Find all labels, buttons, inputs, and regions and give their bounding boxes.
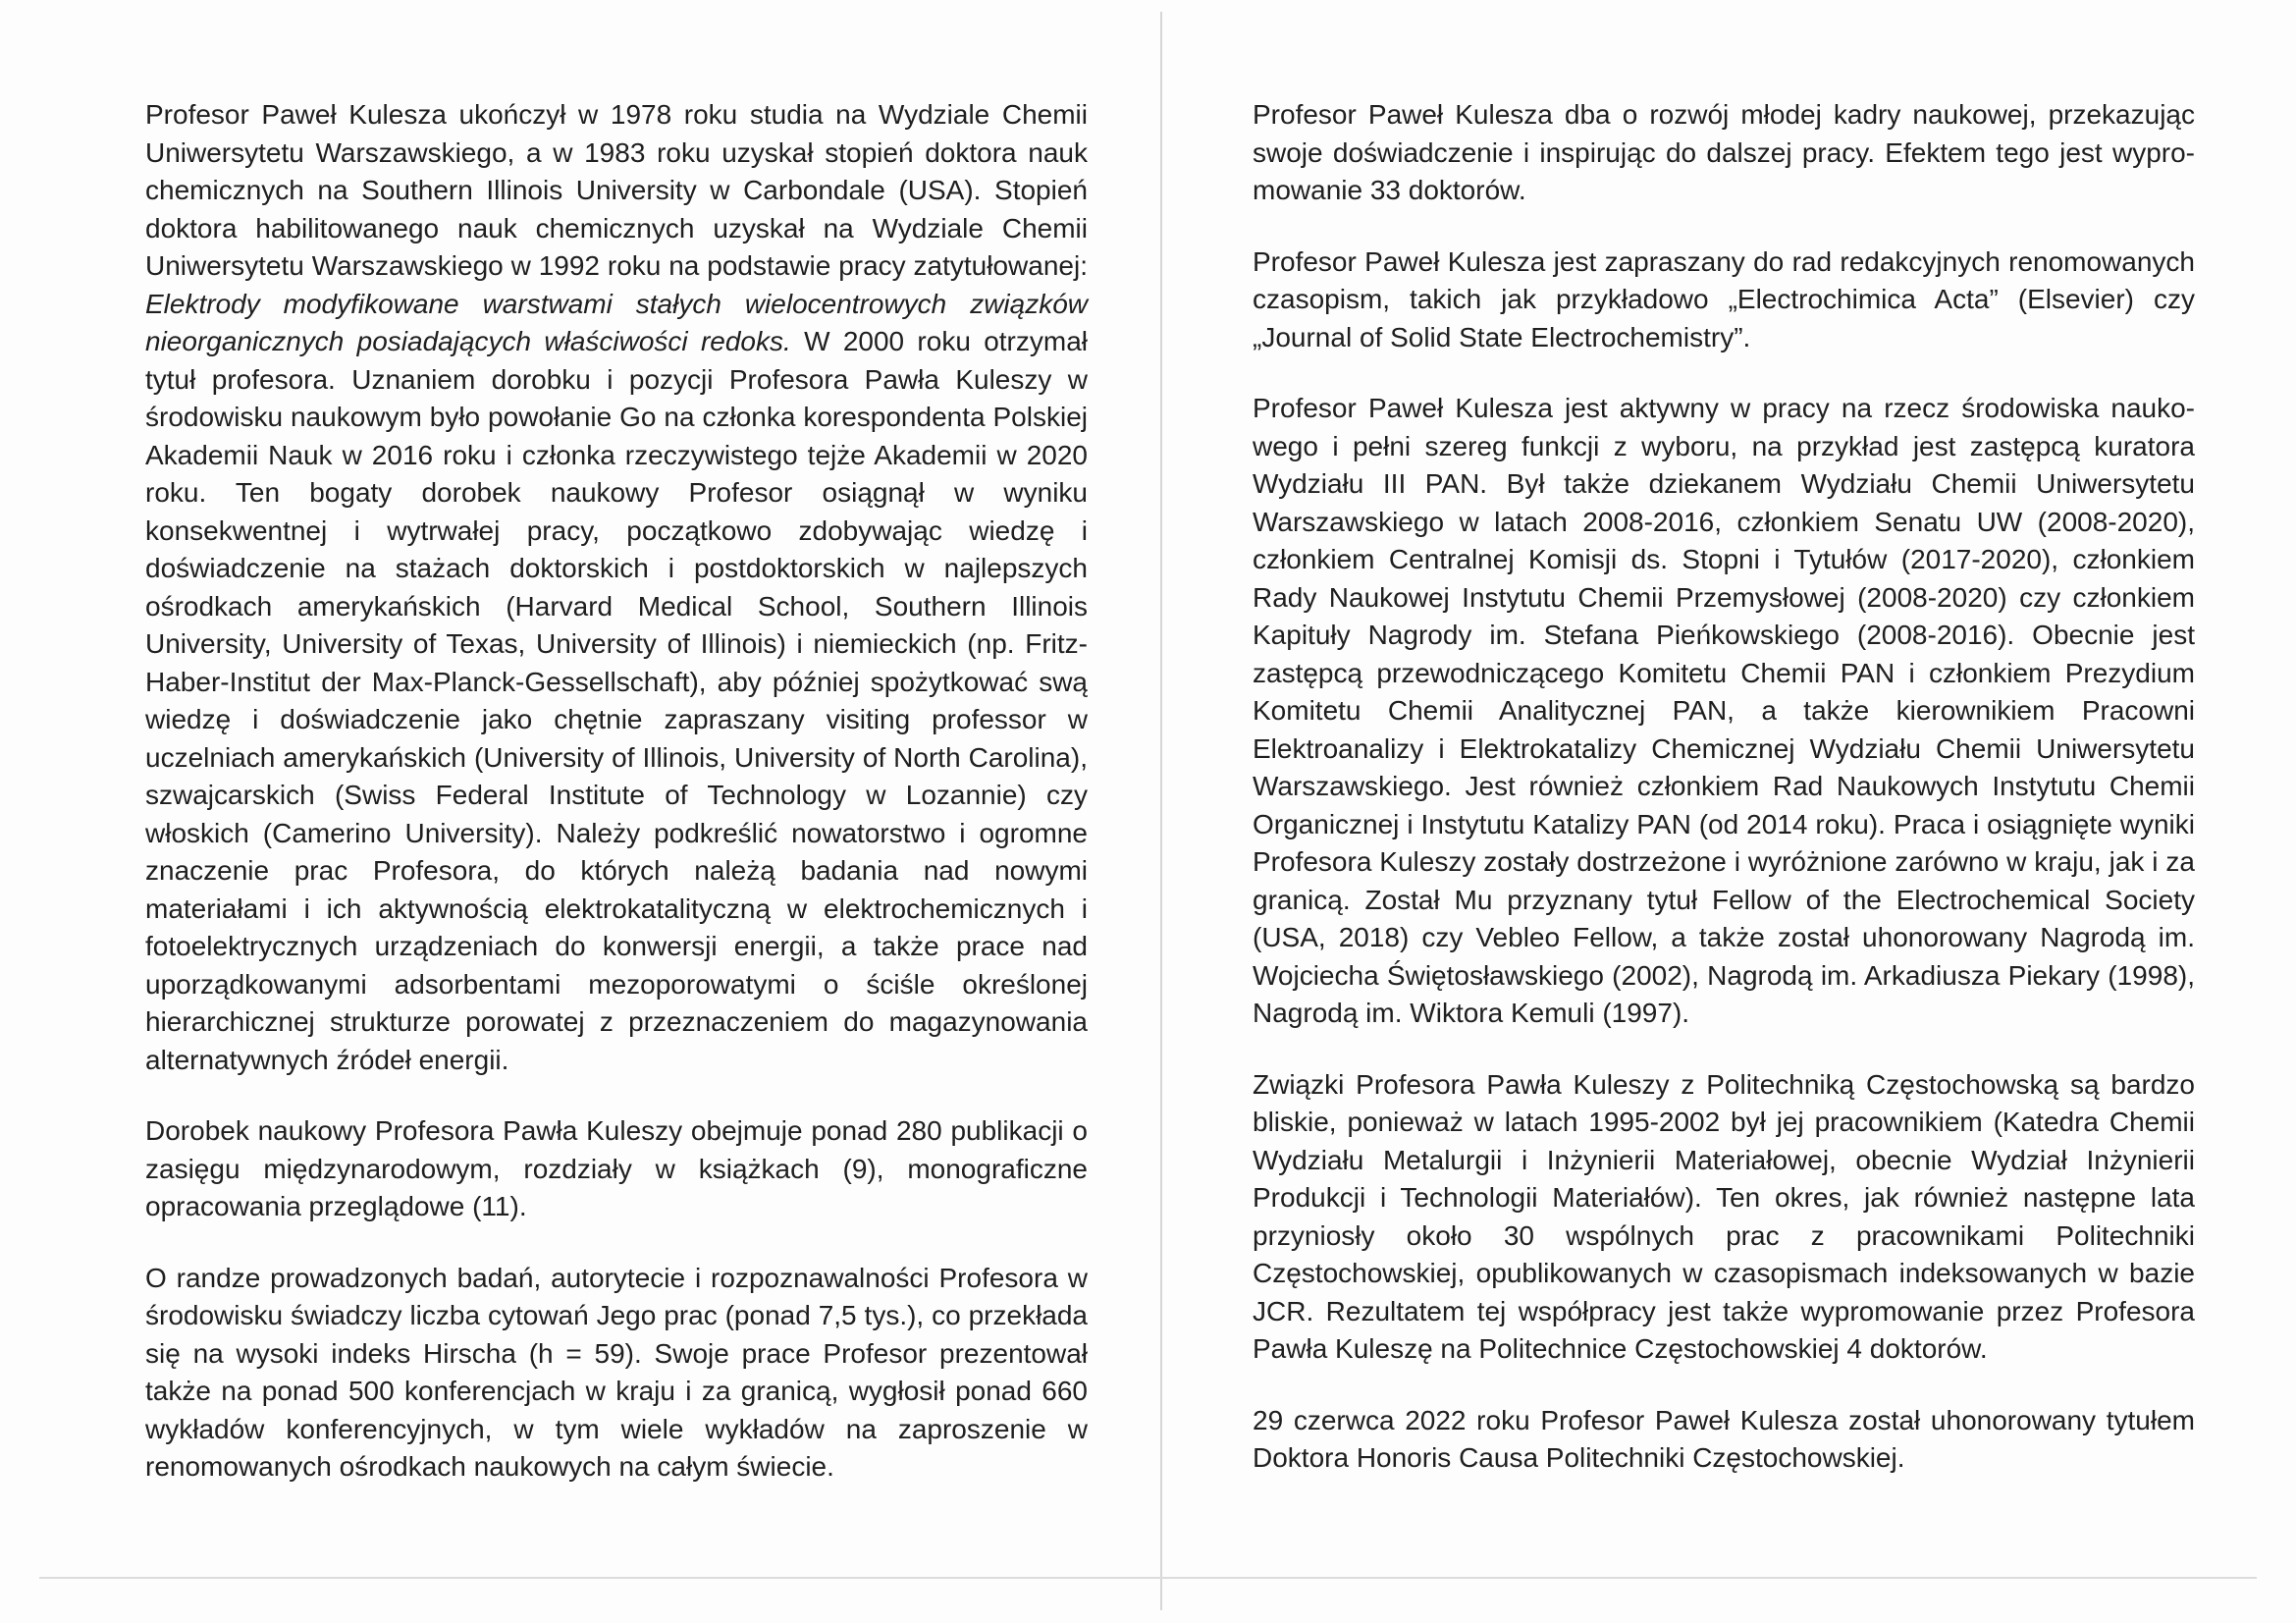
right-paragraph-2: Profesor Paweł Kulesza jest zapraszany do rad redakcyjnych renomowanych czasopism, takich jak przykładowo „Electrochimica Acta” (Elsevier) czy „Journal of Solid State Electrochemistry”.: [1253, 245, 2195, 352]
right-paragraph-3: Profesor Paweł Kulesza jest aktywny w pracy na rzecz środowiska naukowego i pełni szereg funkcji z wyboru, na przykład jest zastępcą kuratora Wydziału III PAN. Był także dziekanem Wydziału Chemii Uniwersytetu Warszawskiego w latach 2008-2016, członkiem Senatu UW (2008-2020), członkiem Centralnej Komisji ds. Stopni i Tytułów (2017-2020), członkiem Rady Naukowej Instytutu Chemii Przemysłowej (2008-2020) czy członkiem Kapituły Nagrody im. Stefana Pieńkowskiego (2008-2016). Obecnie jest zastępcą przewodniczącego Komitetu Chemii PAN i członkiem Prezydium Komitetu Chemii Analitycznej PAN, a także kierownikiem Pracowni Elektroanalizy i Elektrokatalizy Chemicznej Wydziału Chemii Uniwersytetu Warszawskiego. Jest również członkiem Rad Naukowych Instytutu Chemii Organicznej i Instytutu Katalizy PAN (od 2014 roku). Praca i osiągnięte wyniki Profesora Kuleszy zostały dostrzeżone i wyróżnione zarówno w kraju, jak i za granicą. Został Mu przyznany tytuł Fellow of the Electrochemical Society (USA, 2018) czy Vebleo Fellow, a także został uhonorowany Nagrodą im. Wojciecha Świętosławskiego (2002), Nagrodą im. Arkadiusza Piekary (1998), Nagrodą im. Wiktora Kemuli (1997).: [1253, 393, 2195, 1028]
page-gutter: [1160, 12, 1162, 1610]
left-paragraph-1: [145, 96, 1088, 1079]
right-text-column: [1253, 96, 2195, 1511]
page-bottom-edge: [39, 1577, 2257, 1579]
right-paragraph-4: Związki Profesora Pawła Kuleszy z Politechniką Częstochowską są bardzo bliskie, ponieważ w latach 1995-2002 był jej pracownikiem (Katedra Chemii Wydziału Metalurgii i Inżynierii Materiałowej, obecnie Wydział Inżynierii Produkcji i Technologii Materiałów). Ten okres, jak również następne lata przyniosły około 30 wspólnych prac z pracownikami Politechniki Częstochowskiej, opublikowanych w czasopismach indeksowanych w bazie JCR. Rezultatem tej współpracy jest także wypromowanie przez Profesora Pawła Kuleszę na Politechnice Częstochowskiej 4 doktorów.: [1253, 1068, 2195, 1364]
thesis-title: Elektrody modyfikowane warstwami stałych wielocentrowych związków nieorganicznych posiadających właściwości redoks.: [145, 288, 1088, 356]
right-paragraph-1: Profesor Paweł Kulesza dba o rozwój młodej kadry naukowej, przekazując swoje doświadczenie i inspirując do dalszej pracy. Efektem tego jest wypromowanie 33 doktorów.: [1253, 99, 2195, 205]
right-paragraph-5: 29 czerwca 2022 roku Profesor Paweł Kulesza został uhonorowany tytułem Doktora Honoris Causa Politechniki Częstochowskiej.: [1253, 1404, 2195, 1473]
left-text-column: [145, 96, 1088, 1520]
left-paragraph-3: O randze prowadzonych badań, autorytecie i rozpoznawalności Profesora w środowisku świadczy liczba cytowań Jego prac (ponad 7,5 tys.), co przekłada się na wysoki indeks Hirscha (h = 59). Swoje prace Profesor prezentował także na ponad 500 konferencjach w kraju i za granicą, wygłosił ponad 660 wykładów konferencyjnych, w tym wiele wykładów na zaproszenie w renomowanych ośrodkach naukowych na całym świecie.: [145, 1262, 1088, 1482]
left-paragraph-2: Dorobek naukowy Profesora Pawła Kuleszy obejmuje ponad 280 publikacji o zasięgu międzynarodowym, rozdziały w książkach (9), monograficzne opracowania przeglądowe (11).: [145, 1115, 1088, 1221]
left-paragraph-1-text-b: W 2000 roku otrzymał tytuł profesora. Uznaniem dorobku i pozycji Profesora Pawła Kuleszy w środowisku naukowym było powołanie Go na członka korespondenta Polskiej Akademii Nauk w 2016 roku i członka rzeczywistego tejże Akademii w 2020 roku. Ten bogaty dorobek naukowy Profesor osiągnął w wyniku konsekwentnej i wytrwałej pracy, początkowo zdobywając wiedzę i doświadczenie na stażach doktorskich i postdoktorskich w najlepszych ośrodkach amerykańskich (Harvard Medical School, Southern Illinois University, University of Texas, University of Illinois) i niemieckich (np. Fritz-Haber-Institut der Max-Planck-Gessellschaft), aby później spożytkować swą wiedzę i doświadczenie jako chętnie zapraszany visiting professor w uczelniach amerykańskich (University of Illinois, University of North Carolina), szwajcarskich (Swiss Federal Institute of Technology w Lozannie) czy włoskich (Camerino University). Należy podkreślić nowatorstwo i ogromne znaczenie prac Profesora, do których należą badania nad nowymi materiałami i ich aktywnością elektrokatalityczną w elektrochemicznych i fotoelektrycznych urządzeniach do konwersji energii, a także prace nad uporządkowanymi adsorbentami mezoporowatymi o ściśle określonej hierarchicznej strukturze porowatej z przeznaczeniem do magazynowania alternatywnych źródeł energii.: [145, 326, 1088, 1075]
left-paragraph-1-text-a: Profesor Paweł Kulesza ukończył w 1978 roku studia na Wydziale Chemii Uniwersytetu Warszawskiego, a w 1983 roku uzyskał stopień doktora nauk chemicznych na Southern Illinois University w Carbondale (USA). Stopień doktora habilitowanego nauk chemicznych uzyskał na Wydziale Chemii Uniwersytetu Warszawskiego w 1992 roku na podstawie pracy zatytułowanej:: [145, 99, 1088, 281]
